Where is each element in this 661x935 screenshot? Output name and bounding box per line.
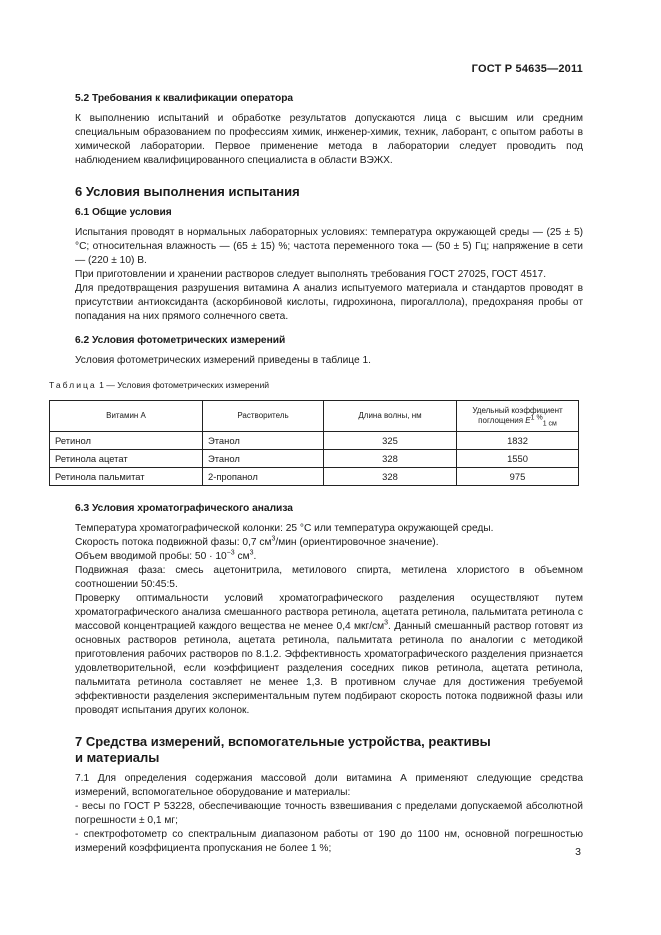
table-caption [49, 378, 583, 392]
section-7-list-item-spectrophotometer: - спектрофотометр со спектральным диапазоном работы от 190 до 1100 нм, основной погрешностью измерений коэффициента пропускания не более 1 %; [75, 829, 583, 854]
table-header-cell: Витамин А [50, 401, 203, 432]
page-number: 3 [575, 846, 581, 858]
section-7-heading-line-2: и материалы [75, 750, 160, 765]
section-6-3-paragraph-5: Проверку оптимальности условий хроматографического разделения осуществляют путем хроматографического анализа смешанного раствора ретинола, ацетата ретинола, пальмитата ретинола с массовой концентрацией каждого вещества не менее 0,4 мкг/$см^3$. Данный смешанный раствор готовят из основных растворов ретинола, ацетата ретинола, пальмитата ретинола по аналогии с методикой приготовления рабочих растворов по 8.1.2. Эффективность хроматографического разделения признается удовлетворительной, если коэффициент разделения соседних пиков ретинола, ацетата ретинола, пальмитата ретинола составляет не менее 1,3. В противном случае для достижения требуемой эффективности разделения экспериментальным путем подбирают скорость потока подвижной фазы или проводят испытания других колонок. [75, 593, 583, 716]
section-6-2-paragraph: Условия фотометрических измерений приведены в таблице 1. [75, 355, 371, 366]
table-cell: Ретинола пальмитат [50, 468, 203, 486]
section-6-heading: 6 Условия выполнения испытания [75, 184, 300, 199]
table-row [50, 468, 579, 486]
table-cell: 2-пропанол [203, 468, 324, 486]
table-cell: 328 [324, 468, 457, 486]
table-cell: 1832 [457, 432, 579, 450]
section-5-2-paragraph: К выполнению испытаний и обработке результатов допускаются лица с высшим или средним специальным образованием по профессиям химик, инженер-химик, техник, лаборант, с опытом работы в химической лаборатории. Первое применение метода в лаборатории следует проводить под наблюдением квалифицированного специалиста в области ВЭЖХ. [75, 113, 583, 166]
table-cell: Ретинола ацетат [50, 450, 203, 468]
table-header-cell: Длина волны, нм [324, 401, 457, 432]
page-content [49, 92, 583, 856]
section-6-3-heading: 6.3 Условия хроматографического анализа [75, 503, 293, 514]
table-header-coef-label: Удельный коэффициент поглощения [472, 406, 563, 425]
table-caption-text: 1 — Условия фотометрических измерений [99, 380, 270, 390]
section-6-1-paragraph-3: Для предотвращения разрушения витамина А анализ испытуемого материала и стандартов проводят в присутствии антиоксиданта (аскорбиновой кислоты, гидрохинона, пирогаллола), предохраняя пробы от попадания на них прямого солнечного света. [75, 283, 583, 322]
section-6-3-paragraph-4: Подвижная фаза: смесь ацетонитрила, метилового спирта, метилена хлористого в объемном соотношении 50:45:5. [75, 565, 583, 590]
section-6-1-paragraph-1: Испытания проводят в нормальных лабораторных условиях: температура окружающей среды — (25 ± 5) °С; относительная влажность — (65 ± 15) %; частота переменного тока — (50 ± 5) Гц; напряжение в сети — (220 ± 10) В. [75, 227, 583, 266]
section-6-3-paragraph-3: Объем вводимой пробы: $50 \cdot 10^{-3}$ $см^3$. [75, 549, 257, 562]
table-cell: Этанол [203, 432, 324, 450]
table-header-coef-symbol: $E^{1 \%}_{1 см}$ [525, 414, 557, 428]
document-number: ГОСТ Р 54635—2011 [471, 63, 583, 75]
section-7-heading-line-1: 7 Средства измерений, вспомогательные устройства, реактивы [75, 734, 491, 749]
section-7-1-paragraph: 7.1 Для определения содержания массовой доли витамина А применяют следующие средства измерений, вспомогательное оборудование и материалы: [75, 773, 583, 798]
section-6-1-paragraph-2: При приготовлении и хранении растворов следует выполнять требования ГОСТ 27025, ГОСТ 4517. [75, 269, 547, 280]
section-6-3-paragraph-1: Температура хроматографической колонки: 25 °С или температура окружающей среды. [75, 523, 494, 534]
section-6-1-heading: 6.1 Общие условия [75, 207, 172, 218]
section-6-3-paragraph-2: Скорость потока подвижной фазы: 0,7 $см^3$/мин (ориентировочное значение). [75, 535, 439, 548]
table-header-cell: Растворитель [203, 401, 324, 432]
table-header-cell [457, 401, 579, 432]
table-caption-word: Таблица [49, 380, 97, 390]
table-row [50, 432, 579, 450]
section-6-2-heading: 6.2 Условия фотометрических измерений [75, 335, 286, 346]
table-cell: 1550 [457, 450, 579, 468]
table-cell: Этанол [203, 450, 324, 468]
section-5-2-heading: 5.2 Требования к квалификации оператора [75, 93, 294, 104]
photometric-conditions-table [49, 400, 579, 486]
table-cell: 975 [457, 468, 579, 486]
table-cell: Ретинол [50, 432, 203, 450]
table-cell: 328 [324, 450, 457, 468]
table-header-row [50, 401, 579, 432]
table-row [50, 450, 579, 468]
section-7-list-item-scales: - весы по ГОСТ Р 53228, обеспечивающие точность взвешивания с пределами допускаемой абсолютной погрешности ± 0,1 мг; [75, 801, 583, 826]
table-cell: 325 [324, 432, 457, 450]
